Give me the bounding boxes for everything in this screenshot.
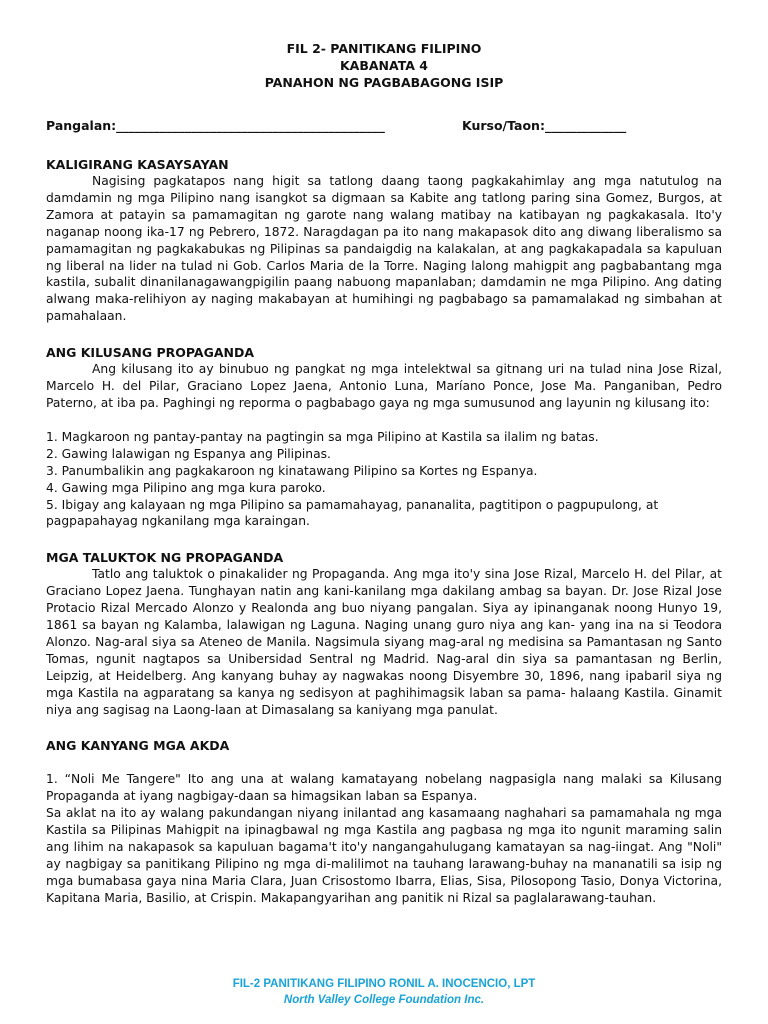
paragraph-kilusang-propaganda: Ang kilusang ito ay binubuo ng pangkat ng mga intelektwal sa gitnang uri na tulad nina Jose Rizal, Marcelo H. del Pilar, Graciano Lopez Jaena, Antonio Luna, Maríano Ponce, Jose Ma. Panganiban, Pedro Paterno, at iba pa. Paghingi ng reporma o pagbabago gaya ng mga sumusunod ang layunin ng kilusang ito: — [46, 362, 722, 410]
list-item: 1. Magkaroon ng pantay-pantay na pagtingin sa mga Pilipino at Kastila sa ilalim ng batas. — [46, 429, 599, 444]
section-heading-mga-akda: ANG KANYANG MGA AKDA — [46, 738, 230, 754]
paragraph-kaligiran: Nagising pagkatapos nang higit sa tatlong daang taong pagkakahimlay ang mga natutulog na damdamin ng mga Pilipino nang isangkot sa digmaan sa Kabite ang tatlong paring sina Gomez, Burgos, at Zamora at patayin sa pamamagitan ng garote nang walang matibay na katibayan ng pagkakasala. Ito'y naganap noong ika-17 ng Pebrero, 1872. Naragdagan pa ito nang makapasok dito ang diwang liberalismo sa pamamagitan ng pagkakabukas ng Pilipinas sa pandaigdig na kalakalan, at ang pagkakapadala sa kapuluan ng liberal na lider na tulad ni Gob. Carlos Maria de la Torre. Naging lalong mahigpit ang pagbabantang mga kastila, subalit dinanilanagawangpigilin paang nabuong mapanlaban; damdamin ne mga Pilipino. Ang dating alwang maka-relihiyon ay naging makabayan at humihingi ng pagbabago sa pamamalakad ng simbahan at pamahalaan. — [46, 174, 722, 324]
paragraph-noli-detail: Sa aklat na ito ay walang pakundangan niyang inilantad ang kasamaang naghahari sa pamamahala ng mga Kastila sa Pilipinas Mahigpit na ipinagbawal ng mga Kastila ang pagbasa ng mga ito ngunit maraming salin ang lihim na nakapasok sa kapuluan bagama't ito'y nangangahulugang kamatayan sa nag-iingat. Ang "Noli" ay nagbigay sa panitikang Pilipino ng mga di-malilimot na tauhang larawang-buhay na mananatili sa isip ng mga bumabasa gaya nina Maria Clara, Juan Crisostomo Ibarra, Elias, Sisa, Pilosopong Tasio, Donya Victorina, Kapitana Maria, Basilio, at Crispin. Makapangyarihan ang panitik ni Rizal sa paglalarawang-tauhan. — [46, 806, 722, 905]
section-heading-kilusang-propaganda: ANG KILUSANG PROPAGANDA — [46, 345, 255, 361]
section-heading-taluktok: MGA TALUKTOK NG PROPAGANDA — [46, 550, 284, 566]
list-item: 5. Ibigay ang kalayaan ng mga Pilipino sa pamamahayag, pananalita, pagtitipon o pagpupulong, at pagpapahayag ngkanilang mga karaingan. — [46, 497, 659, 529]
chapter-title: PANAHON NG PAGBABAGONG ISIP — [264, 75, 504, 90]
document-page — [46, 40, 722, 907]
spacer — [46, 412, 722, 429]
spacer — [46, 754, 722, 771]
list-item: 2. Gawing lalawigan ng Espanya ang Pilipinas. — [46, 446, 331, 461]
section-heading-kaligiran: KALIGIRANG KASAYSAYAN — [46, 157, 229, 172]
chapter-number: KABANATA 4 — [339, 58, 428, 73]
list-item: 4. Gawing mga Pilipino ang mga kura paroko. — [46, 480, 326, 495]
objectives-list — [46, 429, 722, 530]
footer-institution: North Valley College Foundation Inc. — [283, 994, 485, 1006]
footer-author: FIL-2 PANITIKANG FILIPINO RONIL A. INOCENCIO, LPT — [232, 978, 536, 990]
paragraph-noli-intro: 1. “Noli Me Tangere" Ito ang una at walang kamatayang nobelang nagpasigla nang malaki sa Kilusang Propaganda at iyang nagbigay-daan sa himagsikan laban sa Espanya. — [46, 772, 722, 804]
paragraph-taluktok: Tatlo ang taluktok o pinakalider ng Propaganda. Ang mga ito'y sina Jose Rizal, Marcelo H. del Pilar, at Graciano Lopez Jaena. Tunghayan natin ang kani-kanilang mga dakilang ambag sa bayan. Dr. Jose Rizal Jose Protacio Rizal Mercado Alonzo y Realonda ang buo niyang pangalan. Siya ay ipinanganak noong Hunyo 19, 1861 sa bayan ng Kalamba, lalawigan ng Laguna. Naging unang guro niya ang kan- yang ina na si Teodora Alonzo. Nag-aral siya sa Ateneo de Manila. Nagsimula siyang mag-aral ng medisina sa Pamantasan ng Santo Tomas, ngunit nagtapos sa Unibersidad Sentral ng Madrid. Nag-aral din siya sa pamantasan ng Berlin, Leipzig, at Heidelberg. Ang kanyang buhay ay nagwakas noong Disyembre 30, 1896, nang ipabaril siya ng mga Kastila na agparatang sa kanya ng sedisyon at paghihimagsik laban sa pama- halaang Kastila. Ginamit niya ang sagisag na Laong-laan at Dimasalang sa kaniyang mga panulat. — [46, 567, 722, 717]
list-item: 3. Panumbalikin ang pagkakaroon ng kinatawang Pilipino sa Kortes ng Espanya. — [46, 463, 538, 478]
course-year-field[interactable]: Kurso/Taon:_____________ — [462, 118, 627, 133]
student-info-fields — [46, 118, 722, 135]
course-title: FIL 2- PANITIKANG FILIPINO — [286, 41, 482, 56]
name-field[interactable]: Pangalan:___________________________________________ — [46, 118, 385, 133]
